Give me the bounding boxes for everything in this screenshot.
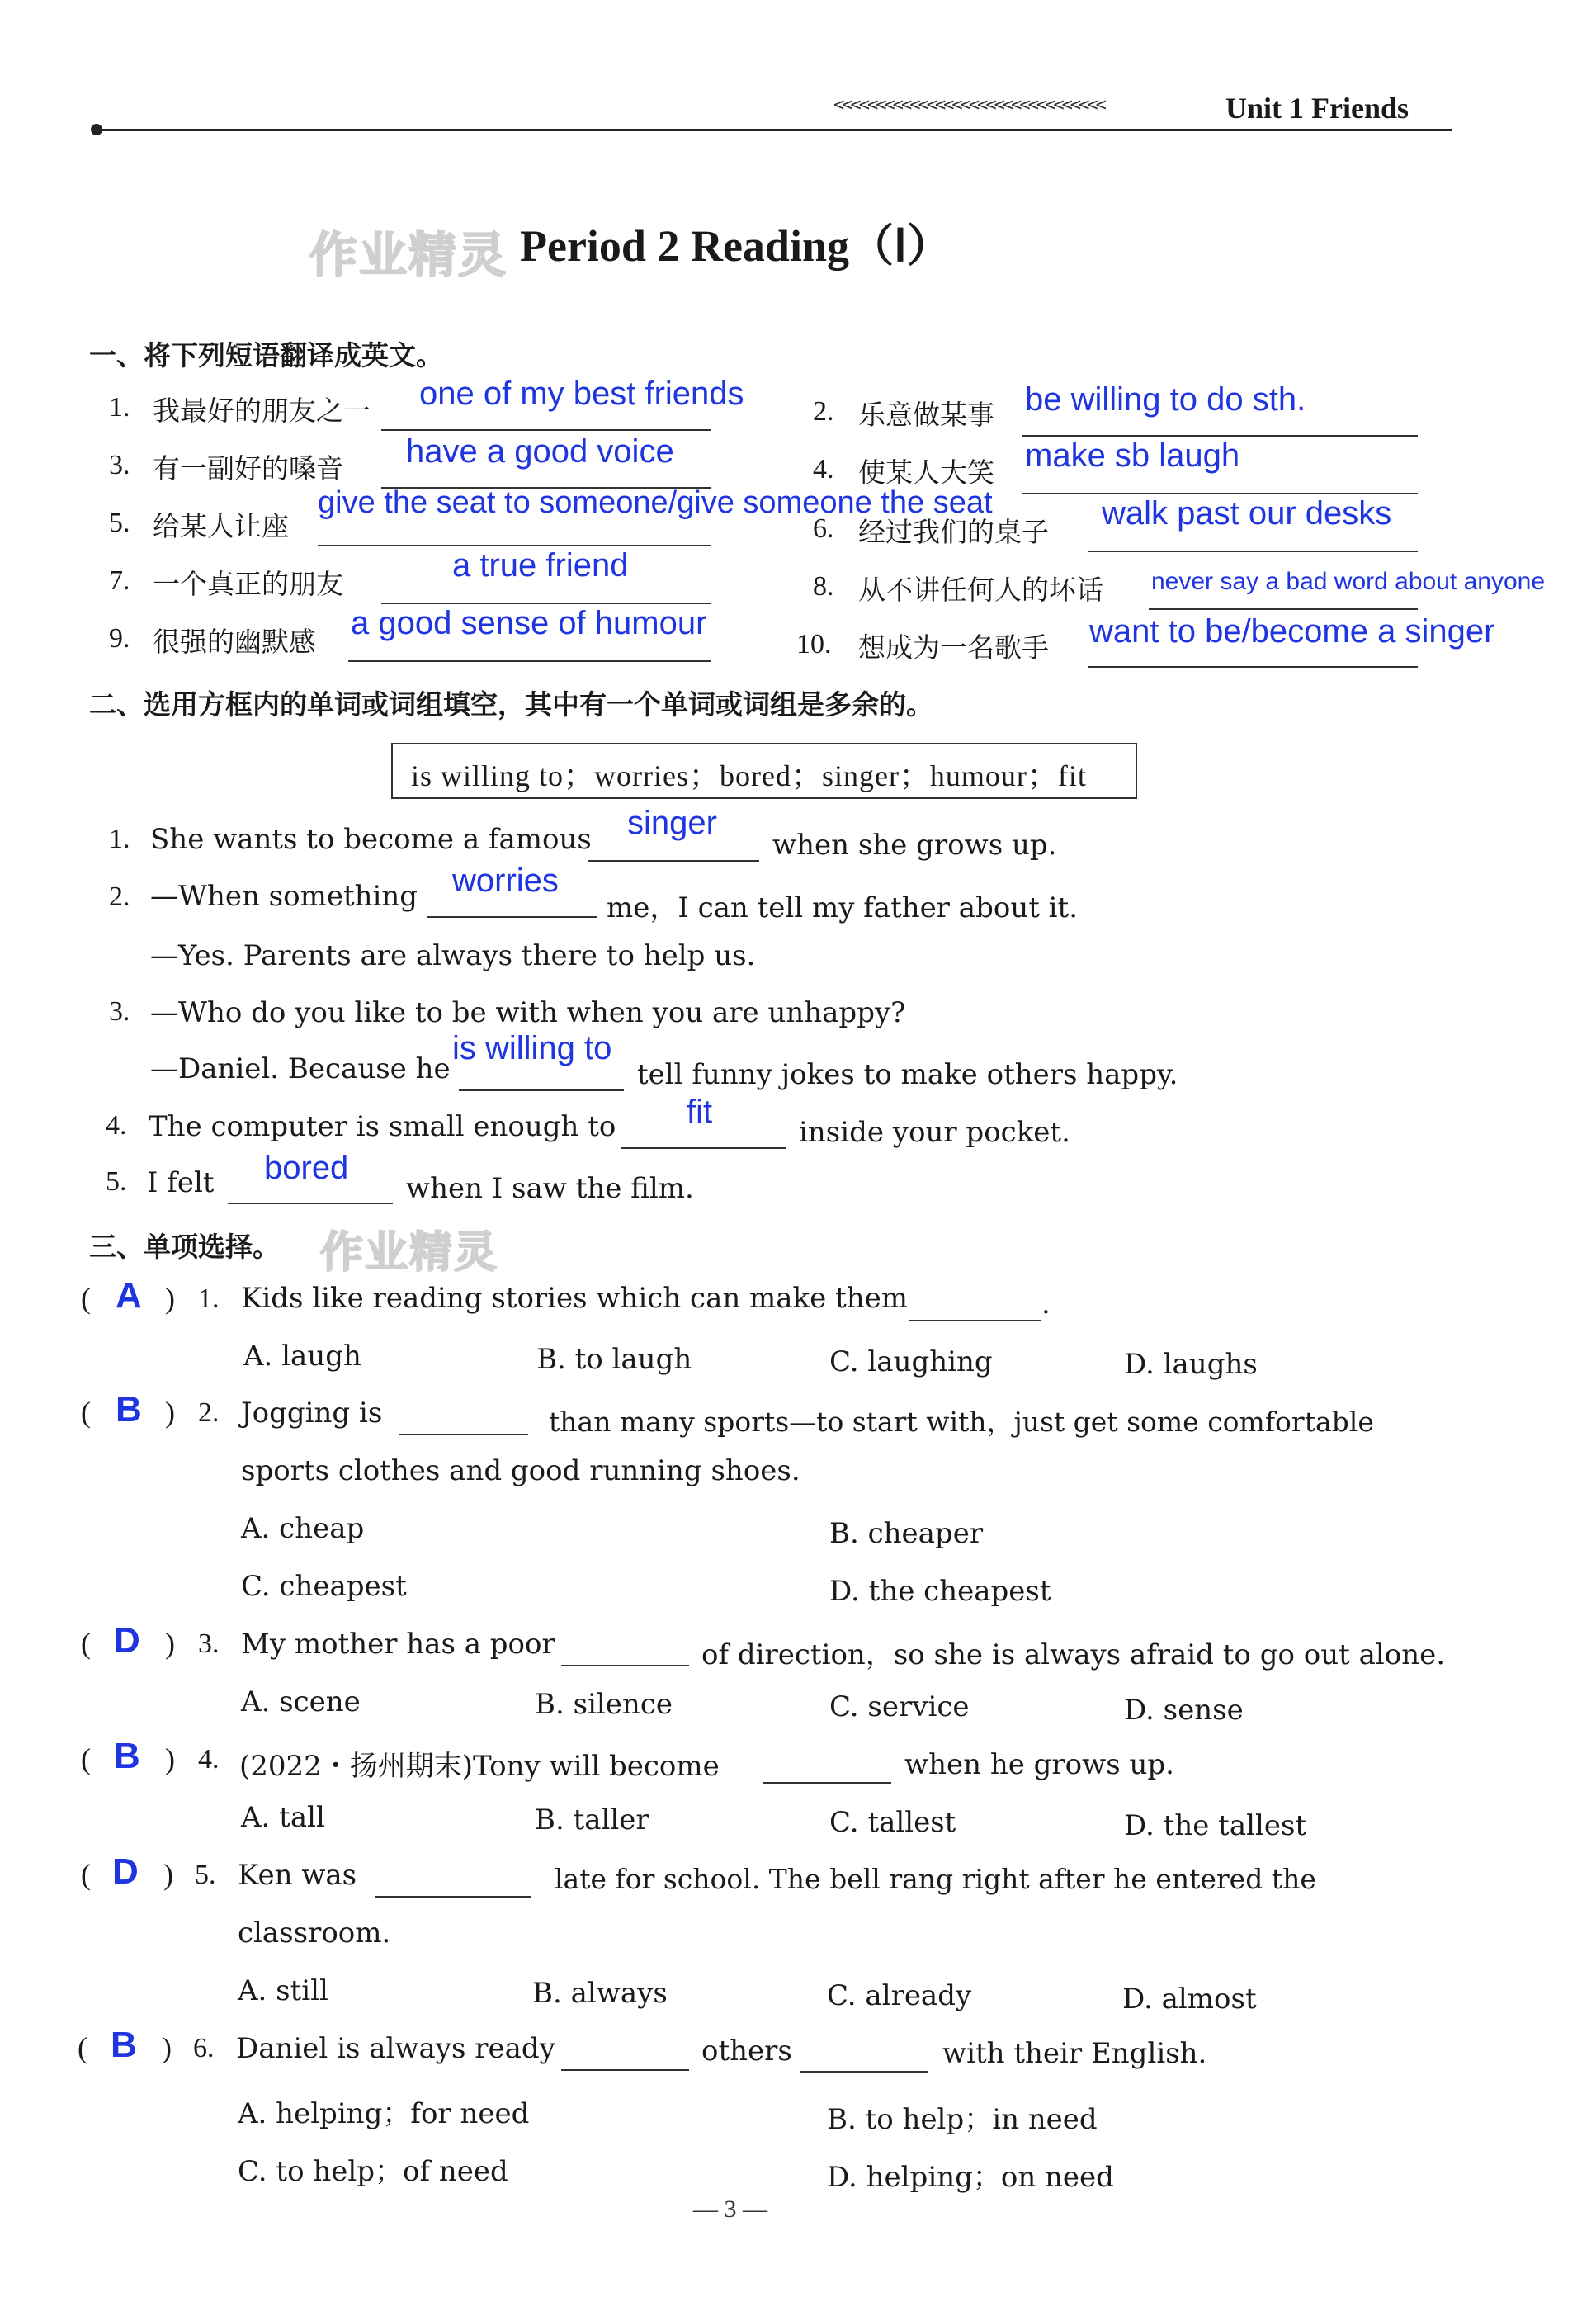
s1-handwritten-answer: a good sense of humour <box>351 605 707 641</box>
s1-item-chinese: 很强的幽默感 <box>153 626 316 658</box>
option-c[interactable]: C. service <box>829 1690 970 1723</box>
answer-blank[interactable] <box>381 428 711 431</box>
option-a[interactable]: A. scene <box>241 1685 361 1718</box>
answer-parenthesis-close: ) <box>162 2031 172 2064</box>
answer-parenthesis-close: ) <box>165 1396 175 1429</box>
answer-blank[interactable] <box>561 1663 689 1666</box>
answer-parenthesis-close: ) <box>165 1742 175 1775</box>
option-a[interactable]: A. still <box>238 1974 328 2007</box>
answer-blank[interactable] <box>621 1146 786 1149</box>
s3-handwritten-answer: D <box>114 1620 140 1661</box>
s1-handwritten-answer: have a good voice <box>406 433 674 470</box>
s3-handwritten-answer: D <box>112 1851 139 1892</box>
answer-blank[interactable] <box>399 1432 528 1435</box>
option-c[interactable]: C. cheapest <box>241 1570 407 1603</box>
s1-handwritten-answer: a true friend <box>452 547 629 584</box>
s1-item-chinese: 给某人让座 <box>153 510 289 542</box>
option-c[interactable]: C. to help；of need <box>238 2155 508 2188</box>
option-d[interactable]: D. helping；on need <box>827 2161 1114 2194</box>
s2-handwritten-answer: worries <box>452 863 559 899</box>
s3-question-text: Jogging is <box>241 1397 383 1430</box>
answer-parenthesis-open: ( <box>81 1742 91 1775</box>
option-d[interactable]: D. the cheapest <box>829 1575 1051 1608</box>
answer-parenthesis-close: ) <box>163 1858 173 1891</box>
answer-blank[interactable] <box>375 1894 531 1898</box>
s3-question-text: . <box>1041 1288 1051 1321</box>
s1-item-number: 4. <box>813 454 834 484</box>
s2-question-number: 2. <box>109 881 130 912</box>
option-b[interactable]: B. cheaper <box>829 1517 984 1550</box>
s1-item-chinese: 使某人大笑 <box>858 456 994 489</box>
s1-item-chinese: 我最好的朋友之一 <box>153 395 371 427</box>
s1-handwritten-answer: walk past our desks <box>1102 495 1392 532</box>
section1-heading: 一、将下列短语翻译成英文。 <box>89 339 443 371</box>
s1-item-chinese: 乐意做某事 <box>858 399 994 431</box>
answer-blank[interactable] <box>318 543 711 546</box>
watermark: 作业精灵 <box>309 227 508 283</box>
s2-handwritten-answer: is willing to <box>452 1030 612 1066</box>
s2-question-text: She wants to become a famous <box>150 823 592 856</box>
s3-question-text: late for school. The bell rang right after he entered the <box>555 1863 1316 1895</box>
s1-item-number: 8. <box>813 571 834 602</box>
header-chevrons: <<<<<<<<<<<<<<<<<<<<<<<<<<<<<<<< <box>833 95 1104 116</box>
page-title: Period 2 Reading（Ⅰ） <box>520 221 951 271</box>
answer-blank[interactable] <box>459 1088 624 1091</box>
s1-handwritten-answer: make sb laugh <box>1025 437 1240 474</box>
s2-reply-text: —Yes. Parents are always there to help us. <box>150 939 756 972</box>
s3-question-number: 6. <box>193 2033 215 2063</box>
option-c[interactable]: C. already <box>827 1979 972 2012</box>
answer-parenthesis-close: ) <box>165 1627 175 1660</box>
s3-handwritten-answer: B <box>114 1736 140 1776</box>
word-bank-box <box>391 743 1137 799</box>
answer-blank[interactable] <box>427 915 597 918</box>
s1-item-chinese: 从不讲任何人的坏话 <box>858 574 1103 606</box>
answer-blank[interactable] <box>800 2069 928 2073</box>
s3-question-number: 3. <box>198 1628 220 1659</box>
s2-handwritten-answer: bored <box>264 1150 349 1186</box>
answer-parenthesis-close: ) <box>165 1282 175 1315</box>
answer-blank[interactable] <box>1022 433 1418 437</box>
option-a[interactable]: A. tall <box>241 1801 325 1834</box>
option-d[interactable]: D. the tallest <box>1124 1809 1307 1842</box>
answer-blank[interactable] <box>588 858 759 862</box>
header-rule <box>99 129 1452 131</box>
s2-question-number: 5. <box>106 1166 127 1197</box>
s2-question-text: when I saw the film. <box>406 1172 694 1205</box>
s3-question-text: My mother has a poor <box>241 1628 555 1661</box>
answer-blank[interactable] <box>763 1780 891 1784</box>
option-a[interactable]: A. helping；for need <box>238 2097 530 2130</box>
s1-item-number: 5. <box>109 508 130 538</box>
s2-question-number: 4. <box>106 1110 127 1141</box>
s3-question-text: Kids like reading stories which can make them <box>241 1282 909 1315</box>
option-b[interactable]: B. to help；in need <box>827 2103 1098 2136</box>
s1-item-chinese: 一个真正的朋友 <box>153 568 343 600</box>
s2-handwritten-answer: singer <box>627 805 717 841</box>
watermark: 作业精灵 <box>320 1228 499 1278</box>
option-c[interactable]: C. tallest <box>829 1806 956 1839</box>
s2-question-text: —Who do you like to be with when you are unhappy? <box>150 996 906 1029</box>
option-d[interactable]: D. almost <box>1122 1983 1257 2016</box>
answer-blank[interactable] <box>381 601 711 604</box>
s3-handwritten-answer: B <box>111 2025 137 2065</box>
s1-handwritten-answer: one of my best friends <box>419 376 744 412</box>
s1-item-chinese: 经过我们的桌子 <box>858 516 1049 548</box>
page-header <box>91 91 1444 140</box>
unit-title: Unit 1 Friends <box>1225 92 1409 125</box>
s1-item-number: 1. <box>109 392 130 423</box>
s1-handwritten-answer: give the seat to someone/give someone the seat <box>318 485 993 520</box>
s2-handwritten-answer: fit <box>687 1094 713 1130</box>
option-a[interactable]: A. laugh <box>243 1340 361 1373</box>
s3-question-text: (2022・扬州期末)Tony will become <box>239 1750 720 1783</box>
s1-item-number: 10. <box>796 629 832 659</box>
s1-item-number: 3. <box>109 450 130 480</box>
s3-question-text: Daniel is always ready <box>236 2032 555 2065</box>
answer-parenthesis-open: ( <box>81 1396 91 1429</box>
answer-blank[interactable] <box>228 1201 393 1204</box>
s2-question-text: inside your pocket. <box>799 1116 1070 1149</box>
s2-question-number: 3. <box>109 996 130 1027</box>
s1-item-chinese: 想成为一名歌手 <box>858 631 1049 664</box>
section3-heading: 三、单项选择。 <box>89 1231 280 1263</box>
option-d[interactable]: D. laughs <box>1124 1348 1258 1381</box>
answer-blank[interactable] <box>348 659 711 662</box>
option-b[interactable]: B. always <box>532 1977 668 2010</box>
word-bank-text: is willing to；worries；bored；singer；humour；fit <box>411 759 1087 792</box>
s3-question-number: 5. <box>195 1860 216 1890</box>
section2-heading: 二、选用方框内的单词或词组填空，其中有一个单词或词组是多余的。 <box>89 688 933 721</box>
answer-blank[interactable] <box>1022 491 1418 494</box>
answer-blank[interactable] <box>1088 549 1418 552</box>
option-b[interactable]: B. taller <box>535 1803 649 1836</box>
answer-parenthesis-open: ( <box>81 1858 91 1891</box>
option-b[interactable]: B. to laugh <box>536 1343 692 1376</box>
answer-parenthesis-open: ( <box>81 1282 91 1315</box>
s1-item-number: 9. <box>109 623 130 654</box>
s2-question-text: I felt <box>147 1166 215 1199</box>
s2-question-text: tell funny jokes to make others happy. <box>637 1058 1178 1091</box>
s3-question-number: 2. <box>198 1397 220 1428</box>
s2-question-number: 1. <box>109 824 130 854</box>
s1-handwritten-answer: want to be/become a singer <box>1089 613 1495 650</box>
s3-handwritten-answer: B <box>116 1389 142 1430</box>
s3-question-text: Ken was <box>238 1859 357 1892</box>
s3-question-number: 4. <box>198 1744 220 1775</box>
s3-question-text: than many sports—to start with，just get some comfortable <box>549 1406 1374 1438</box>
option-a[interactable]: A. cheap <box>241 1512 365 1545</box>
s2-question-text: me，I can tell my father about it. <box>607 891 1079 924</box>
answer-blank[interactable] <box>561 2068 689 2071</box>
answer-parenthesis-open: ( <box>78 2031 87 2064</box>
s3-handwritten-answer: A <box>116 1275 142 1316</box>
option-c[interactable]: C. laughing <box>829 1345 993 1378</box>
s2-question-text: The computer is small enough to <box>149 1110 616 1143</box>
s3-question-text: others <box>701 2035 792 2068</box>
s1-item-number: 7. <box>109 565 130 596</box>
s3-question-text: with their English. <box>942 2037 1207 2070</box>
answer-blank[interactable] <box>1088 664 1418 668</box>
s2-question-text: —Daniel. Because he <box>150 1052 451 1085</box>
answer-blank[interactable] <box>909 1318 1041 1321</box>
s2-question-text: when she grows up. <box>772 829 1057 862</box>
s1-item-number: 6. <box>813 513 834 544</box>
s1-handwritten-answer: be willing to do sth. <box>1025 381 1306 418</box>
s3-question-text: sports clothes and good running shoes. <box>241 1454 800 1487</box>
answer-blank[interactable] <box>1149 607 1418 610</box>
option-d[interactable]: D. sense <box>1124 1694 1244 1727</box>
answer-parenthesis-open: ( <box>81 1627 91 1660</box>
s3-question-text: when he grows up. <box>904 1748 1174 1781</box>
s3-question-text: of direction，so she is always afraid to go out alone. <box>701 1638 1446 1671</box>
s3-question-number: 1. <box>198 1283 220 1314</box>
option-b[interactable]: B. silence <box>535 1688 673 1721</box>
s2-question-text: —When something <box>150 880 418 913</box>
s3-question-text: classroom. <box>238 1917 391 1950</box>
s1-item-chinese: 有一副好的嗓音 <box>153 452 343 484</box>
s1-item-number: 2. <box>813 396 834 427</box>
s1-handwritten-answer: never say a bad word about anyone <box>1151 568 1545 595</box>
page-number: — 3 — <box>693 2195 767 2223</box>
